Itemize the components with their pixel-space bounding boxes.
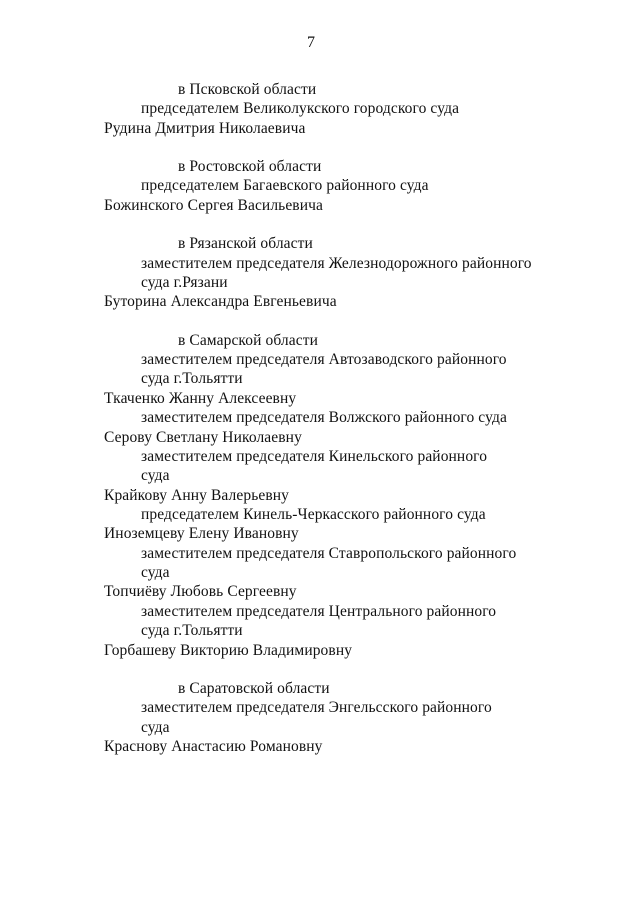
- position-line-continued: суда г.Рязани: [141, 274, 228, 291]
- position-line: заместителем председателя Центрального районного: [141, 603, 497, 620]
- page-number: 7: [307, 34, 315, 51]
- position-line: председателем Великолукского городского суда: [141, 100, 460, 117]
- person-name: Ткаченко Жанну Алексеевну: [104, 390, 297, 407]
- position-line-continued: суда: [141, 719, 170, 736]
- person-name: Буторина Александра Евгеньевича: [104, 293, 337, 310]
- person-name: Краснову Анастасию Романовну: [104, 738, 323, 755]
- person-name: Божинского Сергея Васильевича: [104, 197, 323, 214]
- person-name: Иноземцеву Елену Ивановну: [104, 525, 299, 542]
- person-name: Рудина Дмитрия Николаевича: [104, 120, 306, 137]
- region-heading-rostov: в Ростовской области: [178, 158, 322, 175]
- person-name: Крайкову Анну Валерьевну: [104, 487, 290, 504]
- position-line: председателем Кинель-Черкасского районного суда: [141, 506, 486, 523]
- region-heading-saratov: в Саратовской области: [178, 680, 330, 697]
- position-line-continued: суда г.Тольятти: [141, 370, 243, 387]
- person-name: Топчиёву Любовь Сергеевну: [104, 583, 297, 600]
- position-line-continued: суда: [141, 564, 170, 581]
- position-line: заместителем председателя Автозаводского районного: [141, 351, 507, 368]
- position-line: заместителем председателя Железнодорожного районного: [141, 255, 532, 272]
- person-name: Горбашеву Викторию Владимировну: [104, 642, 353, 659]
- position-line: заместителем председателя Энгельсского районного: [141, 699, 492, 716]
- region-heading-ryazan: в Рязанской области: [178, 235, 313, 252]
- position-line: заместителем председателя Кинельского районного: [141, 448, 488, 465]
- position-line: заместителем председателя Волжского районного суда: [141, 409, 507, 426]
- person-name: Серову Светлану Николаевну: [104, 429, 302, 446]
- position-line-continued: суда г.Тольятти: [141, 622, 243, 639]
- position-line: председателем Багаевского районного суда: [141, 177, 429, 194]
- region-heading-samara: в Самарской области: [178, 332, 318, 349]
- position-line: заместителем председателя Ставропольского районного: [141, 545, 517, 562]
- position-line-continued: суда: [141, 467, 170, 484]
- region-heading-pskov: в Псковской области: [178, 81, 317, 98]
